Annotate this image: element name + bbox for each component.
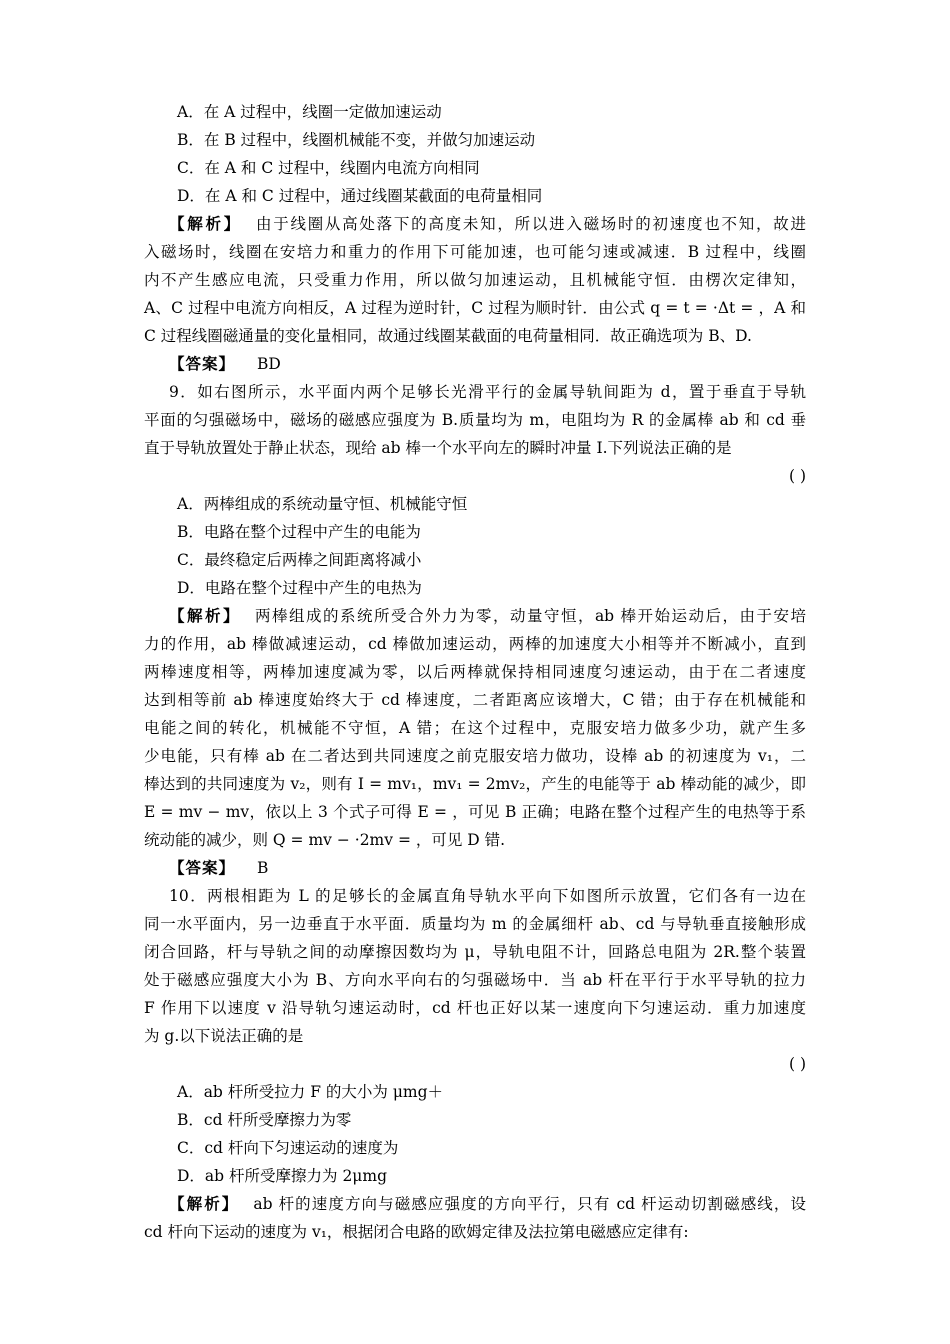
q9-analysis-line-4: 达到相等前 ab 棒速度始终大于 cd 棒速度，二者距离应该增大，C 错；由于存在机械能和 xyxy=(144,691,806,709)
q10-answer-bracket: ( ) xyxy=(788,1055,806,1073)
q8-answer-label: 【答案】 xyxy=(169,354,236,373)
q8-analysis-label: 【解析】 xyxy=(169,214,242,233)
q10-option-d: D．ab 杆所受摩擦力为 2μmg xyxy=(177,1167,387,1185)
q9-analysis-line-8: E = mv − mv，依以上 3 个式子可得 E = ，可见 B 正确；电路在整个过程产生的电热等于系 xyxy=(144,803,806,821)
q10-stem-line-2: 同一水平面内，另一边垂直于水平面．质量均为 m 的金属细杆 ab、cd 与导轨垂直接触形成 xyxy=(144,915,806,933)
q9-stem-line-1: 9．如右图所示，水平面内两个足够长光滑平行的金属导轨间距为 d，置于垂直于导轨 xyxy=(169,383,806,401)
q9-analysis-line-1: 【解析】 两棒组成的系统所受合外力为零，动量守恒，ab 棒开始运动后，由于安培 xyxy=(169,606,806,625)
q8-option-d: D．在 A 和 C 过程中，通过线圈某截面的电荷量相同 xyxy=(177,187,543,205)
q8-analysis-line-4: A、C 过程中电流方向相反，A 过程为逆时针，C 过程为顺时针．由公式 q = t = ·Δt = ，A 和 xyxy=(144,299,806,317)
q9-option-d: D．电路在整个过程中产生的电热为 xyxy=(177,579,422,597)
q9-answer xyxy=(169,854,831,882)
q10-option-b: B．cd 杆所受摩擦力为零 xyxy=(177,1111,352,1129)
q9-answer-label: 【答案】 xyxy=(169,858,236,877)
q8-option-b: B．在 B 过程中，线圈机械能不变，并做匀加速运动 xyxy=(177,131,536,149)
q9-stem-line-2: 平面的匀强磁场中，磁场的磁感应强度为 B.质量均为 m，电阻均为 R 的金属棒 ab 和 cd 垂 xyxy=(144,411,806,429)
q9-analysis-line-9: 统动能的减少，则 Q = mv − ·2mv = ，可见 D 错. xyxy=(144,831,506,849)
q8-analysis-line-1: 【解析】 由于线圈从高处落下的高度未知，所以进入磁场时的初速度也不知，故进 xyxy=(169,214,806,233)
q8-option-c: C．在 A 和 C 过程中，线圈内电流方向相同 xyxy=(177,159,480,177)
q9-answer-value: B xyxy=(257,859,269,877)
q10-option-a: A．ab 杆所受拉力 F 的大小为 μmg＋ xyxy=(177,1083,444,1101)
q10-stem-line-4: 处于磁感应强度大小为 B、方向水平向右的匀强磁场中．当 ab 杆在平行于水平导轨的拉力 xyxy=(144,971,806,989)
q9-option-a: A．两棒组成的系统动量守恒、机械能守恒 xyxy=(177,495,468,513)
q8-answer xyxy=(169,350,831,378)
q8-analysis-line-3: 内不产生感应电流，只受重力作用，所以做匀加速运动，且机械能守恒．由楞次定律知， xyxy=(144,271,806,289)
q10-stem-line-5: F 作用下以速度 v 沿导轨匀速运动时，cd 杆也正好以某一速度向下匀速运动．重力加速度 xyxy=(144,999,806,1017)
q9-analysis-line-5: 电能之间的转化，机械能不守恒，A 错；在这个过程中，克服安培力做多少功，就产生多 xyxy=(144,719,806,737)
q9-analysis-line-3: 两棒速度相等，两棒加速度减为零，以后两棒就保持相同速度匀速运动，由于在二者速度 xyxy=(144,663,806,681)
q9-answer-bracket: ( ) xyxy=(788,467,806,485)
q10-analysis-line-2: cd 杆向下运动的速度为 v₁，根据闭合电路的欧姆定律及法拉第电磁感应定律有: xyxy=(144,1223,689,1241)
q10-stem-line-1: 10．两根相距为 L 的足够长的金属直角导轨水平向下如图所示放置，它们各有一边在 xyxy=(169,887,806,905)
q8-option-a: A．在 A 过程中，线圈一定做加速运动 xyxy=(177,103,442,121)
q9-analysis-line-2: 力的作用，ab 棒做减速运动，cd 棒做加速运动，两棒的加速度大小相等并不断减小，直到 xyxy=(144,635,806,653)
q9-analysis-label: 【解析】 xyxy=(169,606,241,625)
q10-option-c: C．cd 杆向下匀速运动的速度为 xyxy=(177,1139,399,1157)
q10-analysis-line-1: 【解析】 ab 杆的速度方向与磁感应强度的方向平行，只有 cd 杆运动切割磁感线，设 xyxy=(169,1194,806,1213)
q8-analysis-line-2: 入磁场时，线圈在安培力和重力的作用下可能加速，也可能匀速或减速．B 过程中，线圈 xyxy=(144,243,806,261)
q9-analysis-line-7: 棒达到的共同速度为 v₂，则有 I = mv₁，mv₁ = 2mv₂，产生的电能等于 ab 棒动能的减少，即 xyxy=(144,775,806,793)
q10-stem-line-3: 闭合回路，杆与导轨之间的动摩擦因数均为 μ，导轨电阻不计，回路总电阻为 2R.整个装置 xyxy=(144,943,806,961)
q9-analysis-line-6: 少电能，只有棒 ab 在二者达到共同速度之前克服安培力做功，设棒 ab 的初速度为 v₁，二 xyxy=(144,747,806,765)
q9-option-c: C．最终稳定后两棒之间距离将减小 xyxy=(177,551,422,569)
q9-option-b: B．电路在整个过程中产生的电能为 xyxy=(177,523,421,541)
q8-analysis-line-5: C 过程线圈磁通量的变化量相同，故通过线圈某截面的电荷量相同．故正确选项为 B、D. xyxy=(144,327,752,345)
q8-answer-value: BD xyxy=(257,355,281,373)
q10-analysis-label: 【解析】 xyxy=(169,1194,240,1213)
q10-stem-line-6: 为 g.以下说法正确的是 xyxy=(144,1027,304,1045)
q9-stem-line-3: 直于导轨放置处于静止状态，现给 ab 棒一个水平向左的瞬时冲量 I.下列说法正确的是 xyxy=(144,439,732,457)
